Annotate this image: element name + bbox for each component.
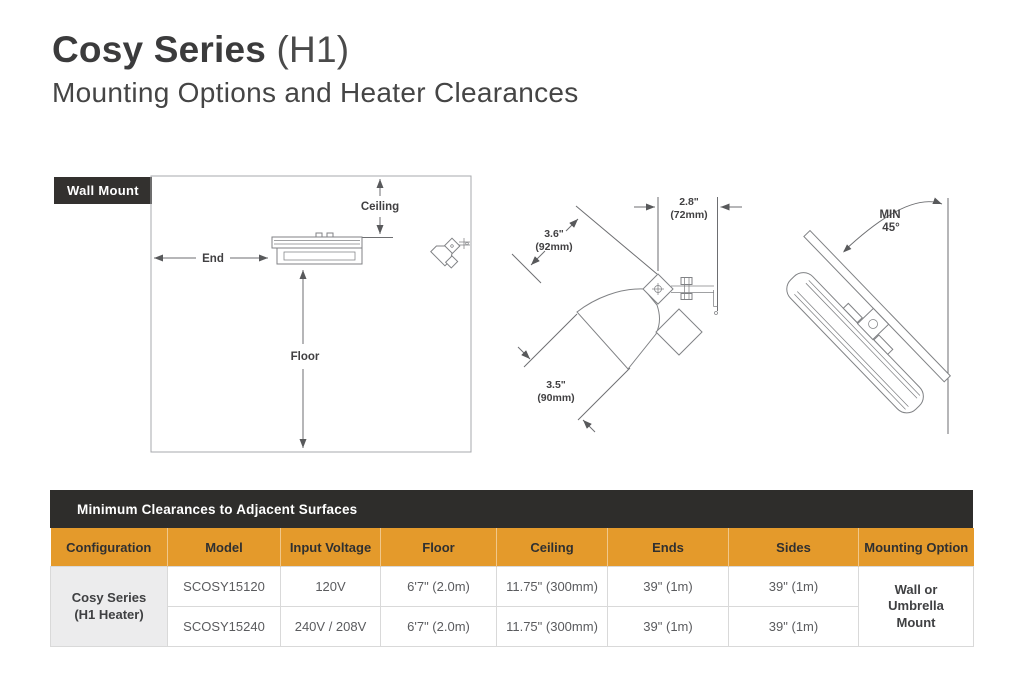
heater-front-view: [272, 233, 362, 264]
configuration-line1: Cosy Series: [71, 590, 147, 606]
col-header-mounting-option: Mounting Option: [859, 528, 974, 567]
end-clearance-label: End: [202, 253, 224, 265]
floor-cell: 6'7" (2.0m): [381, 567, 497, 607]
voltage-cell: 240V / 208V: [281, 607, 381, 647]
page-subtitle: Mounting Options and Heater Clearances: [52, 76, 579, 108]
col-header-floor: Floor: [381, 528, 497, 567]
floor-clearance-label: Floor: [290, 351, 320, 363]
table-row: [51, 567, 974, 607]
table-title: Minimum Clearances to Adjacent Surfaces: [50, 490, 973, 528]
clearance-table: [50, 490, 973, 647]
upper-offset-inches: 3.6": [544, 228, 564, 240]
ceiling-cell: 11.75" (300mm): [497, 607, 608, 647]
ceiling-clearance-label: Ceiling: [360, 201, 400, 213]
junction-box: [656, 309, 702, 355]
wall-mounted-heater-icon: [431, 234, 470, 270]
col-header-ends: Ends: [608, 528, 729, 567]
table-row: [51, 607, 974, 647]
page-title-model: (H1): [266, 29, 350, 70]
bracket-width-mm: (72mm): [670, 209, 708, 221]
lower-offset-inches: 3.5": [546, 379, 566, 391]
model-cell: SCOSY15240: [168, 607, 281, 647]
mounting-option-cell: Wall or Umbrella Mount: [859, 567, 974, 647]
heater-side-view: [577, 274, 714, 369]
sides-cell: 39" (1m): [729, 607, 859, 647]
min-angle-label: MIN: [879, 209, 901, 221]
page-header: [52, 30, 579, 109]
angled-heater-assembly: [766, 231, 950, 419]
col-header-ceiling: Ceiling: [497, 528, 608, 567]
mount-bolt: [681, 278, 692, 285]
ceiling-cell: 11.75" (300mm): [497, 567, 608, 607]
configuration-cell: [51, 567, 168, 647]
min-angle-value: 45°: [882, 222, 900, 234]
col-header-sides: Sides: [729, 528, 859, 567]
upper-offset-mm: (92mm): [535, 241, 573, 253]
ends-cell: 39" (1m): [608, 567, 729, 607]
mounting-diagrams: [0, 160, 1024, 465]
model-cell: SCOSY15120: [168, 567, 281, 607]
clearance-boundary-box: [151, 176, 471, 452]
table-header-row: [51, 528, 974, 567]
col-header-input-voltage: Input Voltage: [281, 528, 381, 567]
sides-cell: 39" (1m): [729, 567, 859, 607]
angled-mount-diagram: [766, 198, 950, 434]
bracket-width-inches: 2.8": [679, 196, 699, 208]
lower-offset-mm: (90mm): [537, 392, 575, 404]
floor-cell: 6'7" (2.0m): [381, 607, 497, 647]
wall-mount-badge: Wall Mount: [54, 177, 152, 204]
bracket-dimensions-diagram: [512, 196, 742, 432]
wall-mount-clearance-diagram: [151, 176, 471, 452]
col-header-configuration: Configuration: [51, 528, 168, 567]
configuration-line2: (H1 Heater): [74, 606, 144, 622]
col-header-model: Model: [168, 528, 281, 567]
page-title-series: Cosy Series: [52, 29, 267, 70]
page-title: [52, 30, 579, 71]
ends-cell: 39" (1m): [608, 607, 729, 647]
voltage-cell: 120V: [281, 567, 381, 607]
